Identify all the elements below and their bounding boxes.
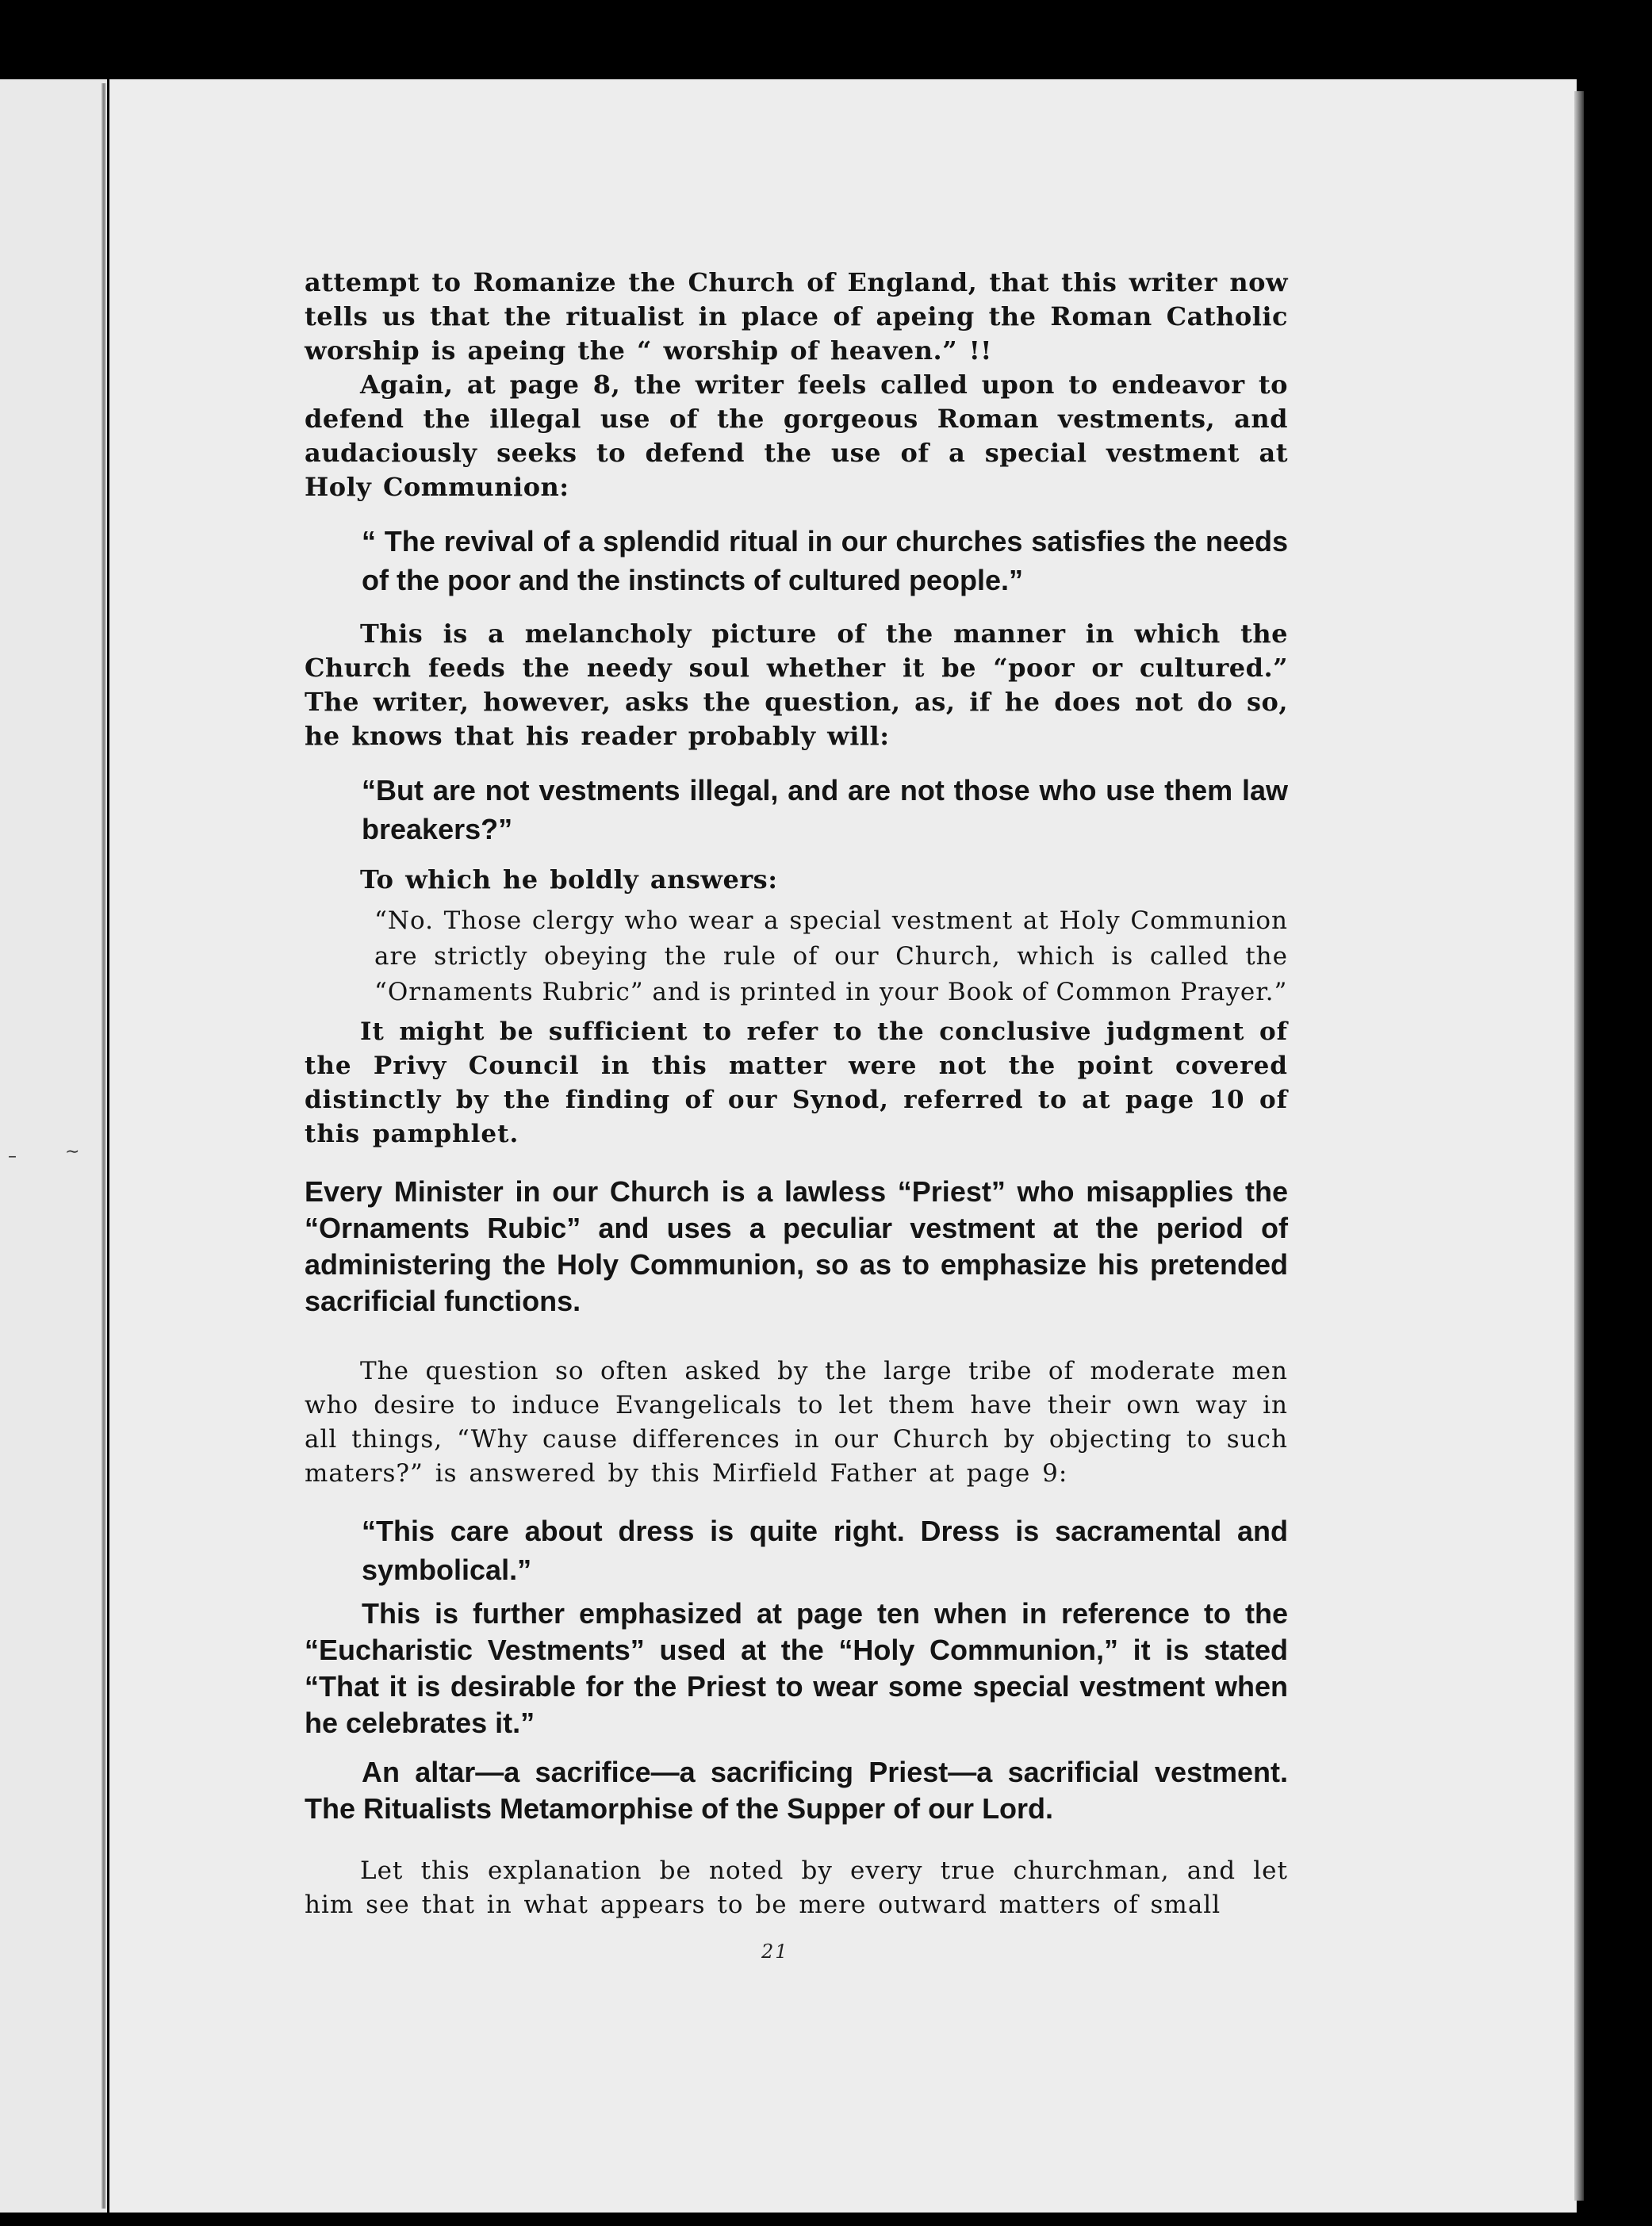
emphasis-paragraph-1: Every Minister in our Church is a lawless “Priest” who misapplies the “Ornaments Rubic” and uses a peculiar vestment at the period of administering the Holy Communion, so as to emphasize his pretended sacrificial functions. xyxy=(305,1175,1288,1317)
quotation-3: “No. Those clergy who wear a special vestment at Holy Communion are strictly obeying the rule of our Church, which is called the “Ornaments Rubric” and is printed in your Book of Common Prayer.” xyxy=(374,906,1288,1006)
emphasis-paragraph-2: This is further emphasized at page ten when in reference to the “Eucharistic Vestments” used at the “Holy Communion,” it is stated “That it is desirable for the Priest to wear some special vestment when he celebrates it.” xyxy=(305,1597,1288,1739)
scan-artifact-mark: – xyxy=(8,1147,17,1167)
paragraph-2: Again, at page 8, the writer feels called upon to endeavor to defend the illegal use of the gorgeous Roman vestments, and audaciously seeks to defend the use of a special vestment at Holy Communion: xyxy=(305,370,1288,502)
paragraph-6: The question so often asked by the large tribe of moderate men who desire to induce Evangelicals to let them have their own way in all things, “Why cause differences in our Church by objecting to such maters?” is answered by this Mirfield Father at page 9: xyxy=(305,1357,1288,1488)
scan-artifact-mark: ∼ xyxy=(65,1142,80,1162)
paragraph-5: It might be sufficient to refer to the conclusive judgment of the Privy Council in this matter were not the point covered distinctly by the finding of our Synod, referred to at page 10 of this pamphlet. xyxy=(305,1017,1288,1148)
page-body xyxy=(305,266,1288,1922)
quotation-2: “But are not vestments illegal, and are not those who use them law breakers?” xyxy=(362,774,1288,845)
book-gutter xyxy=(102,83,106,2209)
paragraph-4: To which he boldly answers: xyxy=(360,864,778,895)
page-right-edge xyxy=(1574,91,1584,2201)
left-page-margin xyxy=(0,79,107,2213)
quotation-1: “ The revival of a splendid ritual in our churches satisfies the needs of the poor and the instincts of cultured people.” xyxy=(362,525,1288,596)
paragraph-7: Let this explanation be noted by every true churchman, and let him see that in what appears to be mere outward matters of small xyxy=(305,1856,1288,1919)
paragraph-3: This is a melancholy picture of the manner in which the Church feeds the needy soul whether it be “poor or cultured.” The writer, however, asks the question, as, if he does not do so, he knows that his reader probably will: xyxy=(305,619,1288,751)
emphasis-paragraph-3: An altar—a sacrifice—a sacrificing Priest—a sacrificial vestment. The Ritualists Metamorphise of the Supper of our Lord. xyxy=(305,1756,1288,1825)
paragraph-1: attempt to Romanize the Church of England, that this writer now tells us that the ritualist in place of apeing the Roman Catholic worship is apeing the “ worship of heaven.” !! xyxy=(305,267,1288,366)
page-number: 21 xyxy=(761,1941,789,1963)
quotation-4: “This care about dress is quite right. Dress is sacramental and symbolical.” xyxy=(362,1515,1288,1586)
